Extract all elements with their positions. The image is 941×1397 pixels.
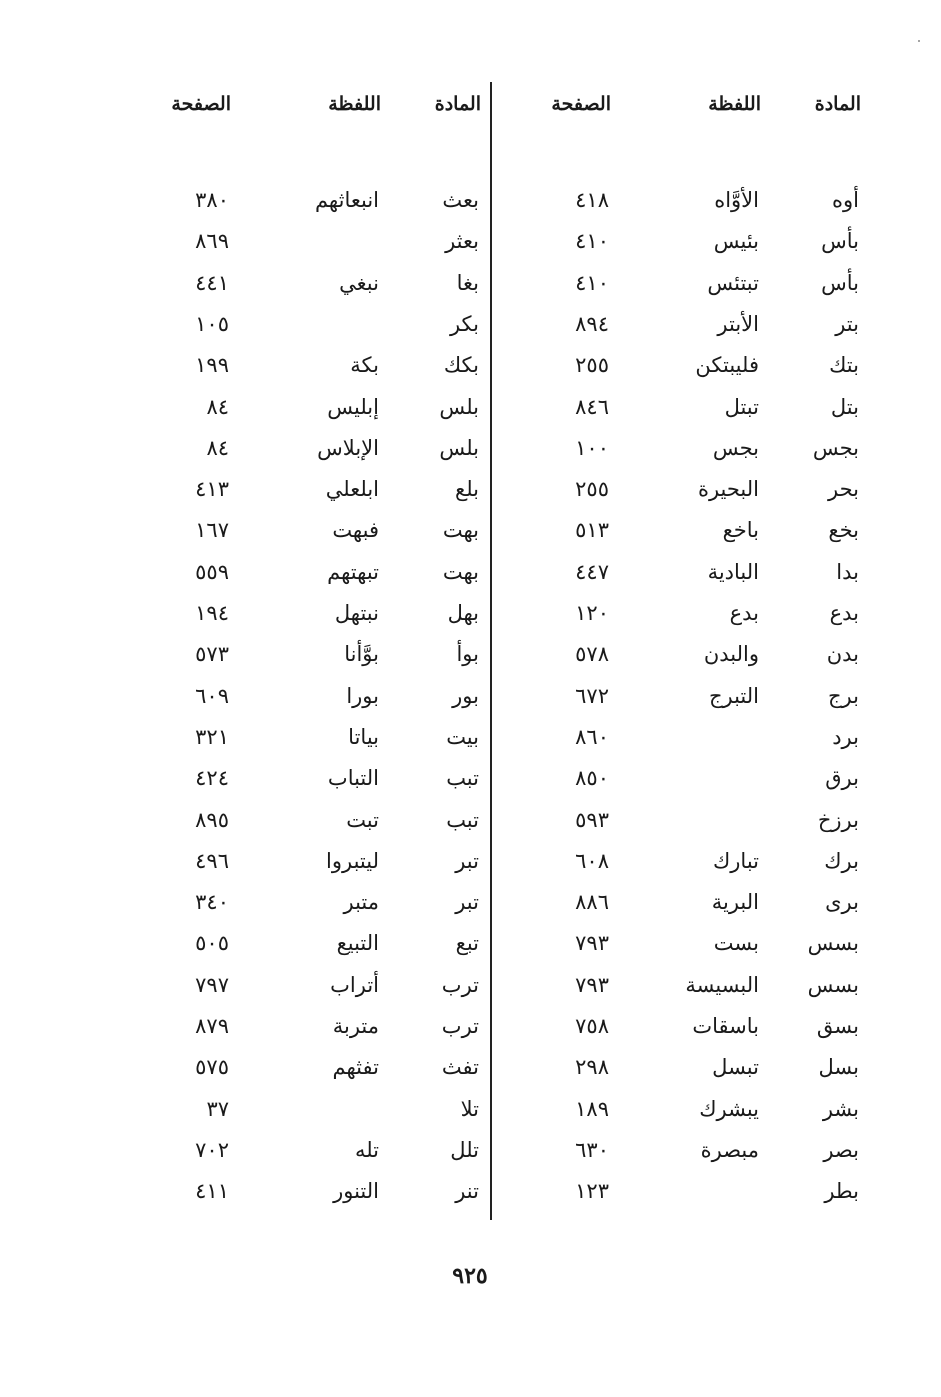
- left-page-cell: ٤٩٦: [195, 849, 229, 873]
- left-word-cell: فبهت: [332, 518, 379, 542]
- left-word-cell: إبليس: [327, 395, 379, 419]
- left-word-cell: بياتا: [348, 725, 379, 749]
- right-root-cell: بدع: [829, 601, 859, 625]
- left-header-root: المادة: [434, 93, 481, 115]
- left-word-cell: التبيع: [336, 931, 379, 955]
- left-word-cell: ليتبروا: [326, 849, 379, 873]
- right-word-cell: البرية: [711, 890, 759, 914]
- left-root-cell: تبع: [455, 931, 479, 955]
- left-root-cell: تفث: [441, 1055, 479, 1079]
- page-number: ٩٢٥: [452, 1263, 488, 1289]
- left-root-cell: بعث: [442, 188, 479, 212]
- right-page-cell: ٦٧٢: [575, 684, 609, 708]
- left-word-cell: نبغي: [339, 271, 379, 295]
- left-root-cell: بلع: [455, 477, 479, 501]
- left-page-cell: ١٦٧: [195, 518, 229, 542]
- right-page-cell: ٤١٠: [575, 229, 609, 253]
- right-word-cell: تبتئس: [707, 271, 759, 295]
- left-root-cell: بغا: [456, 271, 479, 295]
- right-word-cell: تبسل: [712, 1055, 759, 1079]
- left-page-cell: ١٩٩: [195, 353, 229, 377]
- left-page-cell: ٧٩٧: [195, 973, 229, 997]
- left-page-cell: ٧٠٢: [195, 1138, 229, 1162]
- right-header-word: اللفظة: [708, 93, 761, 115]
- left-root-cell: بور: [452, 684, 479, 708]
- right-page-cell: ١٢٠: [575, 601, 609, 625]
- right-root-cell: بتل: [830, 395, 859, 419]
- left-word-cell: تبهتهم: [327, 560, 379, 584]
- right-root-cell: بسق: [816, 1014, 859, 1038]
- right-root-cell: بدا: [836, 560, 859, 584]
- right-page-cell: ٢٥٥: [575, 477, 609, 501]
- left-word-cell: التنور: [333, 1179, 379, 1203]
- right-root-cell: بأس: [821, 271, 859, 295]
- left-root-cell: بهل: [447, 601, 479, 625]
- right-word-cell: باخع: [722, 518, 759, 542]
- left-page-cell: ٥٥٩: [195, 560, 229, 584]
- left-root-cell: تنر: [455, 1179, 479, 1203]
- right-page-cell: ٨٥٠: [575, 766, 609, 790]
- right-root-cell: بجس: [812, 436, 859, 460]
- right-word-cell: البسيسة: [685, 973, 759, 997]
- right-page-cell: ٤١٠: [575, 271, 609, 295]
- left-word-cell: متربة: [332, 1014, 379, 1038]
- left-word-cell: أتراب: [330, 973, 379, 997]
- left-root-cell: بوأ: [456, 642, 479, 666]
- right-page-cell: ٨٩٤: [575, 312, 609, 336]
- left-root-cell: ترب: [441, 973, 479, 997]
- right-page-cell: ٧٩٣: [575, 973, 609, 997]
- left-header-page: الصفحة: [171, 93, 231, 115]
- right-word-cell: بئيس: [713, 229, 759, 253]
- right-root-cell: بتك: [829, 353, 859, 377]
- left-root-cell: بلس: [439, 395, 479, 419]
- right-header-root: المادة: [814, 93, 861, 115]
- right-root-cell: بأس: [821, 229, 859, 253]
- right-root-cell: برى: [825, 890, 859, 914]
- right-root-cell: برج: [828, 684, 859, 708]
- left-root-cell: ترب: [441, 1014, 479, 1038]
- left-word-cell: تله: [354, 1138, 379, 1162]
- right-page-cell: ٨٤٦: [575, 395, 609, 419]
- right-root-cell: برد: [832, 725, 859, 749]
- left-page-cell: ٨٤: [206, 436, 229, 460]
- left-root-cell: بلس: [439, 436, 479, 460]
- right-page-cell: ١٨٩: [575, 1097, 609, 1121]
- column-divider: [490, 82, 492, 1220]
- right-root-cell: بدن: [826, 642, 859, 666]
- left-page-cell: ٤١٣: [195, 477, 229, 501]
- left-page-cell: ٦٠٩: [195, 684, 229, 708]
- left-root-cell: بيت: [446, 725, 479, 749]
- right-word-cell: فليبتكن: [695, 353, 759, 377]
- right-root-cell: برق: [825, 766, 859, 790]
- right-page-cell: ٦٠٨: [575, 849, 609, 873]
- left-word-cell: الإبلاس: [317, 436, 379, 460]
- left-page-cell: ٣٧: [206, 1097, 229, 1121]
- left-word-cell: تفثهم: [332, 1055, 379, 1079]
- right-page-cell: ٢٥٥: [575, 353, 609, 377]
- left-word-cell: بورا: [346, 684, 379, 708]
- right-word-cell: والبدن: [703, 642, 759, 666]
- right-word-cell: تبارك: [712, 849, 759, 873]
- right-page-cell: ٤٤٧: [575, 560, 609, 584]
- left-word-cell: ابلعلي: [325, 477, 379, 501]
- right-root-cell: برزخ: [817, 808, 859, 832]
- left-page-cell: ٨٦٩: [195, 229, 229, 253]
- right-root-cell: بسس: [807, 931, 859, 955]
- left-page-cell: ٥٧٥: [195, 1055, 229, 1079]
- right-root-cell: برك: [824, 849, 859, 873]
- left-word-cell: تبت: [346, 808, 379, 832]
- right-word-cell: بست: [713, 931, 759, 955]
- right-word-cell: تبتل: [724, 395, 759, 419]
- right-word-cell: باسقات: [692, 1014, 759, 1038]
- right-page-cell: ٨٨٦: [575, 890, 609, 914]
- left-root-cell: بكك: [443, 353, 479, 377]
- left-page-cell: ٤٢٤: [195, 766, 229, 790]
- left-page-cell: ٣٤٠: [195, 890, 229, 914]
- right-root-cell: بسس: [807, 973, 859, 997]
- left-page-cell: ٤٤١: [195, 271, 229, 295]
- right-page-cell: ٥٧٨: [575, 642, 609, 666]
- left-page-cell: ٥٠٥: [195, 931, 229, 955]
- left-root-cell: بهت: [442, 560, 479, 584]
- right-word-cell: البحيرة: [697, 477, 759, 501]
- right-page-cell: ٧٩٣: [575, 931, 609, 955]
- left-root-cell: تبب: [446, 808, 479, 832]
- left-word-cell: بكة: [350, 353, 379, 377]
- left-page-cell: ٨٤: [206, 395, 229, 419]
- right-root-cell: بحر: [828, 477, 859, 501]
- left-page-cell: ٨٧٩: [195, 1014, 229, 1038]
- right-root-cell: بخع: [828, 518, 859, 542]
- left-root-cell: تلل: [450, 1138, 479, 1162]
- left-page-cell: ٤١١: [195, 1179, 229, 1203]
- right-word-cell: الأوَّاه: [714, 188, 759, 212]
- right-page-cell: ٢٩٨: [575, 1055, 609, 1079]
- right-word-cell: الأبتر: [717, 312, 759, 336]
- right-page-cell: ٨٦٠: [575, 725, 609, 749]
- right-root-cell: بشر: [822, 1097, 859, 1121]
- left-page-cell: ٣٨٠: [195, 188, 229, 212]
- right-page-cell: ٦٣٠: [575, 1138, 609, 1162]
- left-root-cell: تبر: [455, 890, 479, 914]
- left-root-cell: تبب: [446, 766, 479, 790]
- right-word-cell: بجس: [712, 436, 759, 460]
- right-page-cell: ٤١٨: [575, 188, 609, 212]
- right-page-cell: ٥١٣: [575, 518, 609, 542]
- right-page-cell: ١٠٠: [575, 436, 609, 460]
- left-word-cell: بوَّأنا: [344, 642, 379, 666]
- left-word-cell: انبعاثهم: [314, 188, 379, 212]
- left-page-cell: ١٠٥: [195, 312, 229, 336]
- right-word-cell: يبشرك: [699, 1097, 759, 1121]
- left-page-cell: ٥٧٣: [195, 642, 229, 666]
- left-page-cell: ٣٢١: [195, 725, 229, 749]
- right-page-cell: ٧٥٨: [575, 1014, 609, 1038]
- left-page-cell: ١٩٤: [195, 601, 229, 625]
- left-word-cell: نبتهل: [334, 601, 379, 625]
- right-root-cell: بطر: [824, 1179, 859, 1203]
- right-word-cell: البادية: [707, 560, 759, 584]
- right-word-cell: بدع: [729, 601, 759, 625]
- left-page-cell: ٨٩٥: [195, 808, 229, 832]
- scan-speck: [918, 40, 920, 42]
- right-root-cell: بسل: [818, 1055, 859, 1079]
- left-root-cell: تلا: [460, 1097, 479, 1121]
- left-header-word: اللفظة: [328, 93, 381, 115]
- left-root-cell: بكر: [449, 312, 479, 336]
- right-root-cell: بصر: [823, 1138, 859, 1162]
- left-root-cell: بعثر: [445, 229, 479, 253]
- right-root-cell: بتر: [835, 312, 859, 336]
- left-root-cell: تبر: [455, 849, 479, 873]
- right-root-cell: أوه: [832, 188, 859, 212]
- right-word-cell: مبصرة: [700, 1138, 759, 1162]
- left-root-cell: بهت: [442, 518, 479, 542]
- left-word-cell: متبر: [343, 890, 379, 914]
- right-word-cell: التبرج: [708, 684, 759, 708]
- right-page-cell: ١٢٣: [575, 1179, 609, 1203]
- right-page-cell: ٥٩٣: [575, 808, 609, 832]
- left-word-cell: التباب: [327, 766, 379, 790]
- right-header-page: الصفحة: [551, 93, 611, 115]
